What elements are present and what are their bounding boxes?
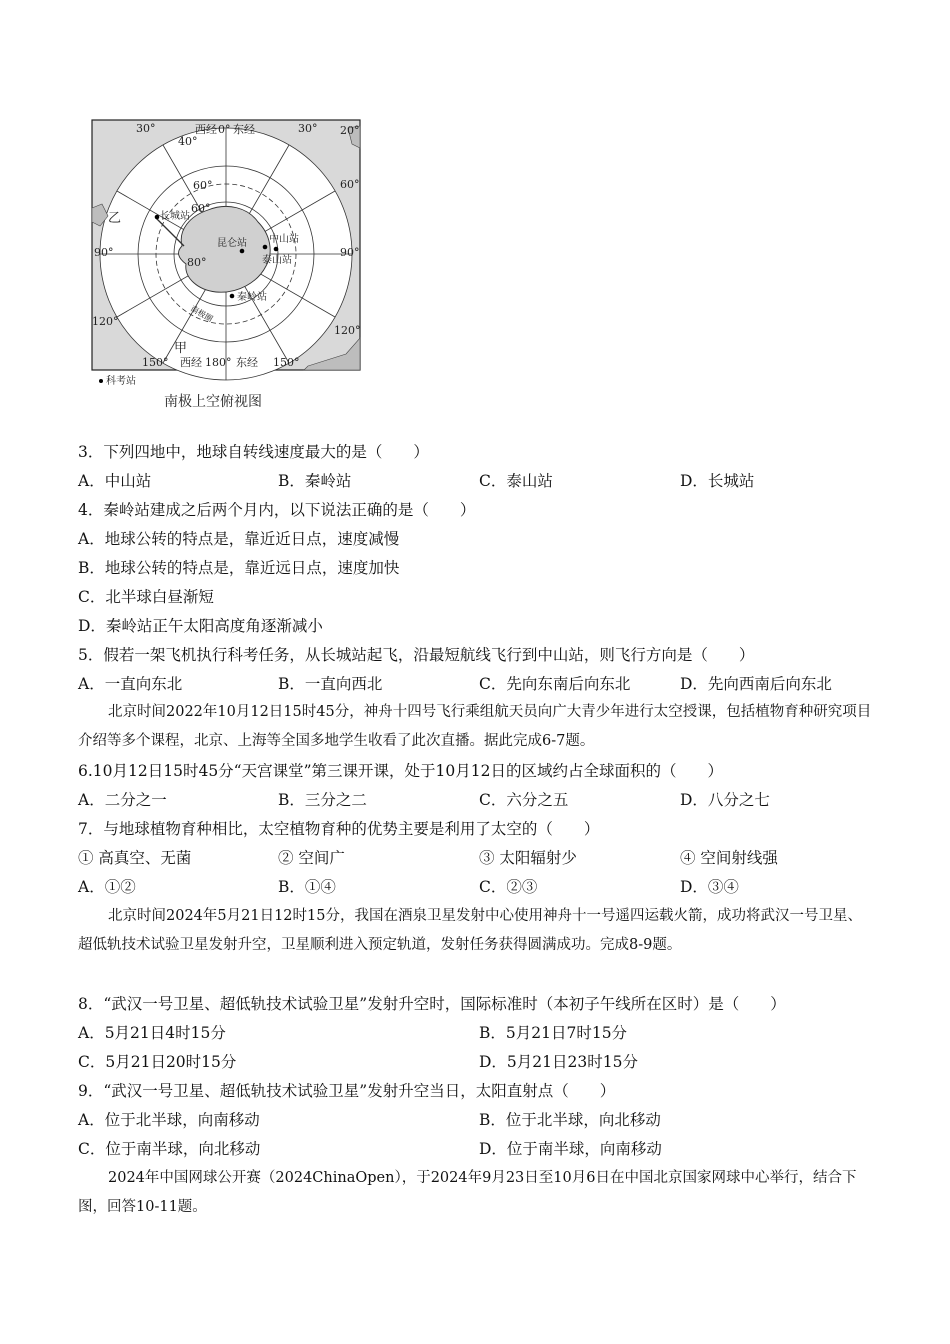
q9-option-c: C．位于南半球，向北移动 xyxy=(78,1140,261,1158)
station-label-kunlun: 昆仑站 xyxy=(217,238,247,249)
q3-option-c: C．泰山站 xyxy=(479,472,553,490)
lon-label: 150° xyxy=(273,356,300,369)
passage-8-9 xyxy=(78,902,874,960)
legend-dot xyxy=(99,379,103,383)
figure-caption: 南极上空俯视图 xyxy=(164,394,262,410)
q5-stem: 5．假若一架飞机执行科考任务，从长城站起飞，沿最短航线飞行到中山站，则飞行方向是（ ） xyxy=(78,646,755,664)
q9-option-b: B．位于北半球，向北移动 xyxy=(479,1111,661,1129)
q5-option-d: D．先向西南后向东北 xyxy=(680,675,832,693)
lon-label: 120° xyxy=(334,324,361,337)
q4-option-c: C．北半球白昼渐短 xyxy=(78,588,214,606)
station-label-qinling: 秦岭站 xyxy=(237,292,267,303)
q7-option-b: B．①④ xyxy=(278,878,336,896)
passage-6-7 xyxy=(78,698,874,756)
station-label-taishan: 泰山站 xyxy=(262,255,292,266)
top-zero-label: 0° xyxy=(218,123,231,136)
region-label-yi: 乙 xyxy=(108,211,122,226)
q4-stem: 4．秦岭站建成之后两个月内，以下说法正确的是（ ） xyxy=(78,501,476,519)
q6-stem: 6.10月12日15时45分“天宫课堂”第三课开课，处于10月12日的区域约占全球面积的（ ） xyxy=(78,762,723,780)
q6-option-a: A．二分之一 xyxy=(78,791,167,809)
q7-item-3: ③ 太阳辐射少 xyxy=(479,849,577,867)
q8-option-d: D．5月21日23时15分 xyxy=(479,1053,638,1071)
antarctic-circle-label: 南极圈 xyxy=(189,303,215,324)
lat-label: 60° xyxy=(191,202,211,215)
top-west-label: 西经 xyxy=(195,123,217,136)
q4-option-a: A．地球公转的特点是，靠近近日点，速度减慢 xyxy=(78,530,400,548)
passage-10-11 xyxy=(78,1164,874,1222)
q7-stem: 7．与地球植物育种相比，太空植物育种的优势主要是利用了太空的（ ） xyxy=(78,820,600,838)
q3-option-a: A．中山站 xyxy=(78,472,152,490)
passage-6-7-text: 北京时间2022年10月12日15时45分，神舟十四号飞行乘组航天员向广大青少年进行太空授课，包括植物育种研究项目介绍等多个课程，北京、上海等全国多地学生收看了此次直播。据此完成6-7题。 xyxy=(78,704,872,749)
q8-option-b: B．5月21日7时15分 xyxy=(479,1024,628,1042)
q3-option-b: B．秦岭站 xyxy=(278,472,352,490)
q8-option-c: C．5月21日20时15分 xyxy=(78,1053,237,1071)
q7-option-a: A．①② xyxy=(78,878,136,896)
q5-option-c: C．先向东南后向东北 xyxy=(479,675,631,693)
bottom-deg-label: 180° xyxy=(205,356,232,369)
lon-label: 150° xyxy=(142,356,169,369)
station-dot-kunlun xyxy=(240,249,245,254)
q5-option-a: A．一直向东北 xyxy=(78,675,183,693)
q8-option-a: A．5月21日4时15分 xyxy=(78,1024,226,1042)
q8-stem: 8．“武汉一号卫星、超低轨技术试验卫星”发射升空时，国际标准时（本初子午线所在区时）是（ ） xyxy=(78,995,786,1013)
bottom-east-label: 东经 xyxy=(236,356,258,369)
q4-option-b: B．地球公转的特点是，靠近远日点，速度加快 xyxy=(78,559,400,577)
lon-label: 60° xyxy=(193,179,213,192)
q9-stem: 9．“武汉一号卫星、超低轨技术试验卫星”发射升空当日，太阳直射点（ ） xyxy=(78,1082,616,1100)
lon-label: 30° xyxy=(136,122,156,135)
q7-item-2: ② 空间广 xyxy=(278,849,345,867)
lat-label: 40° xyxy=(178,135,198,148)
q6-option-c: C．六分之五 xyxy=(479,791,569,809)
q9-option-d: D．位于南半球，向南移动 xyxy=(479,1140,662,1158)
q7-item-4: ④ 空间射线强 xyxy=(680,849,778,867)
region-label-jia: 甲 xyxy=(174,341,188,356)
q9-option-a: A．位于北半球，向南移动 xyxy=(78,1111,260,1129)
lon-label: 60° xyxy=(340,178,360,191)
lat-label: 80° xyxy=(187,256,207,269)
lon-label: 30° xyxy=(298,122,318,135)
station-dot-taishan xyxy=(274,247,279,252)
q5-option-b: B．一直向西北 xyxy=(278,675,383,693)
q7-option-c: C．②③ xyxy=(479,878,538,896)
station-label-zhongshan: 中山站 xyxy=(269,234,299,245)
station-dot-qinling xyxy=(230,294,235,299)
bottom-west-label: 西经 xyxy=(180,356,202,369)
q6-option-d: D．八分之七 xyxy=(680,791,770,809)
legend-label: 科考站 xyxy=(106,376,136,387)
passage-10-11-text: 2024年中国网球公开赛（2024ChinaOpen），于2024年9月23日至10月6日在中国北京国家网球中心举行，结合下图，回答10-11题。 xyxy=(78,1170,857,1215)
top-east-label: 东经 xyxy=(233,123,255,136)
q3-option-d: D．长城站 xyxy=(680,472,755,490)
lon-label: 90° xyxy=(340,246,360,259)
station-dot-zhongshan xyxy=(263,245,268,250)
lon-label: 90° xyxy=(94,246,114,259)
q6-option-b: B．三分之二 xyxy=(278,791,367,809)
lon-label: 120° xyxy=(92,315,119,328)
passage-8-9-text: 北京时间2024年5月21日12时15分，我国在酒泉卫星发射中心使用神舟十一号遥四运载火箭，成功将武汉一号卫星、超低轨技术试验卫星发射升空，卫星顺利进入预定轨道，发射任务获得圆满成功。完成8-9题。 xyxy=(78,908,862,953)
antarctica-map xyxy=(78,118,378,418)
q4-option-d: D．秦岭站正午太阳高度角逐渐减小 xyxy=(78,617,323,635)
station-label-changcheng: 长城站 xyxy=(160,211,190,222)
station-dot-changcheng xyxy=(155,215,160,220)
q7-item-1: ① 高真空、无菌 xyxy=(78,849,192,867)
q7-option-d: D．③④ xyxy=(680,878,739,896)
lat-label: 20° xyxy=(340,124,360,137)
q3-stem: 3．下列四地中，地球自转线速度最大的是（ ） xyxy=(78,443,429,461)
